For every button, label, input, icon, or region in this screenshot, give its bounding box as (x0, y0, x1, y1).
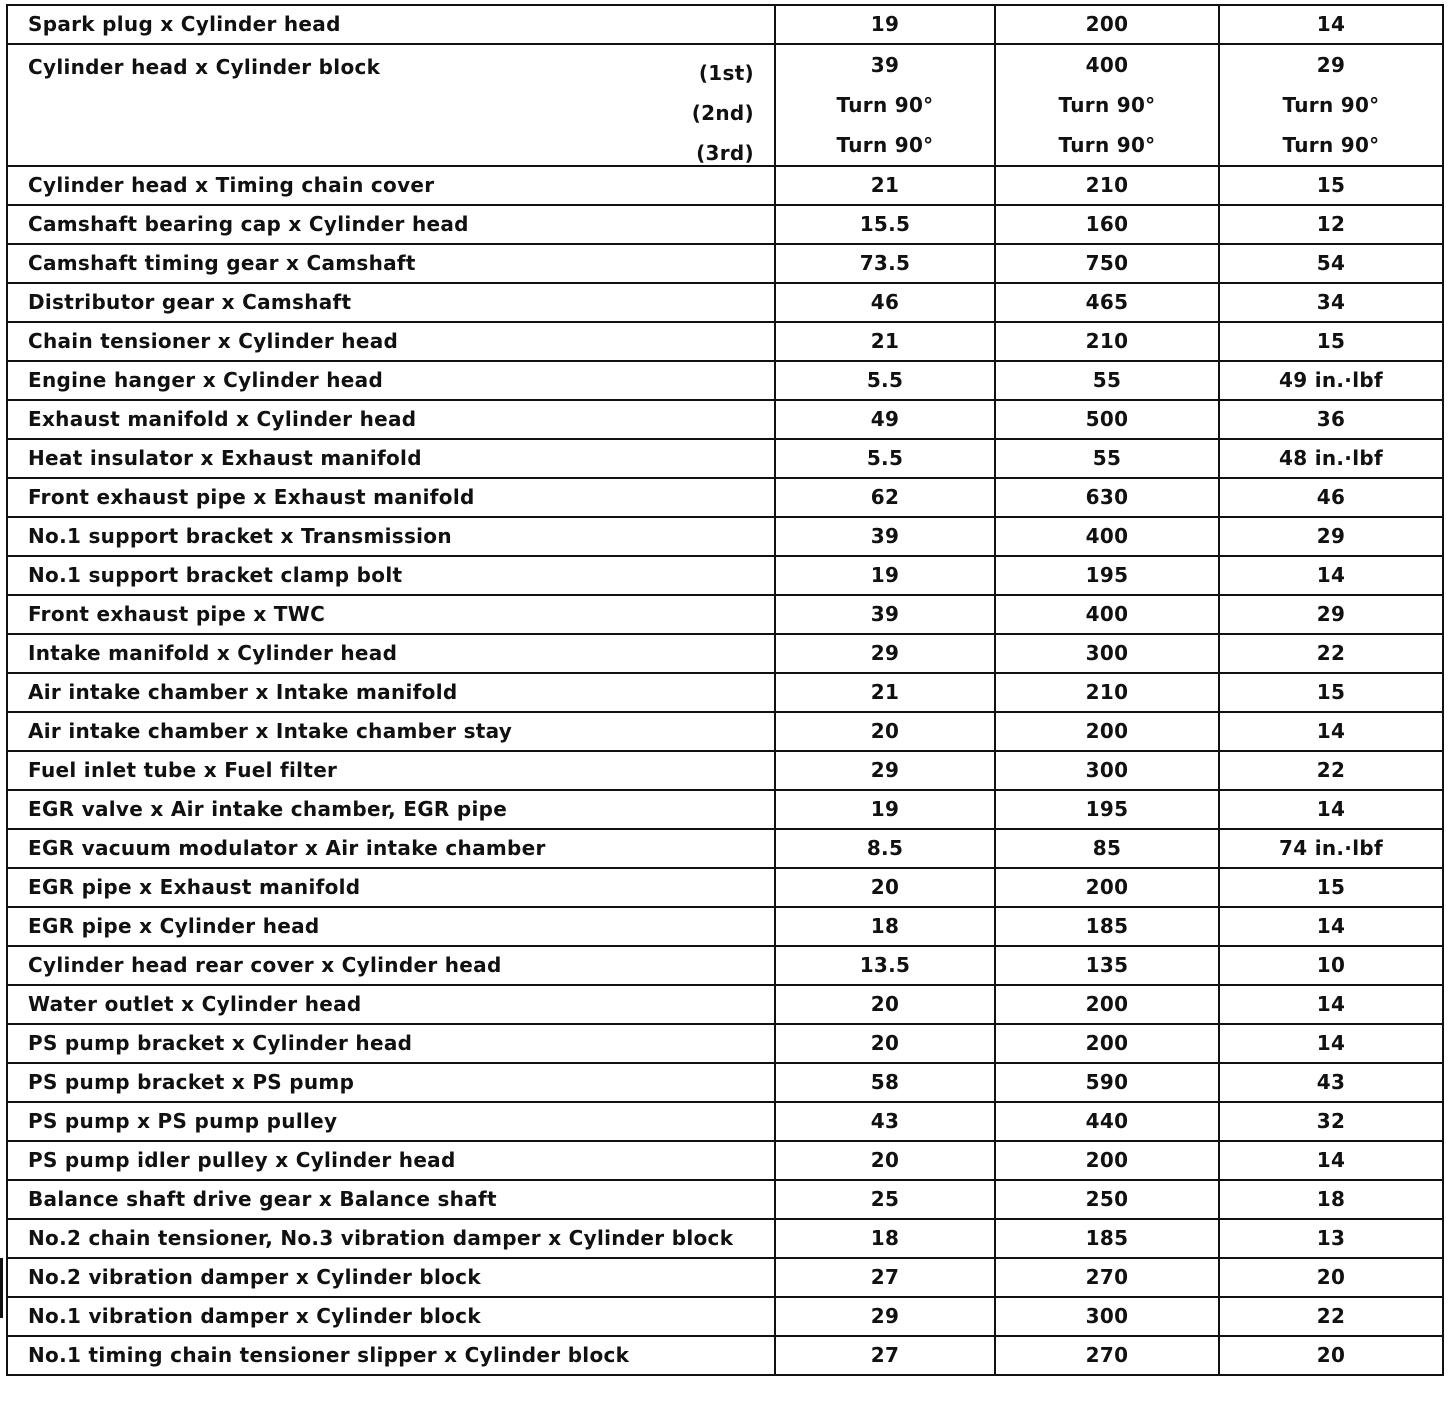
torque-value-cell (1219, 44, 1443, 166)
torque-value: 185 (995, 907, 1219, 946)
torque-value: 200 (995, 712, 1219, 751)
torque-value: 200 (995, 5, 1219, 44)
torque-value: 25 (775, 1180, 995, 1219)
torque-value: 19 (775, 790, 995, 829)
torque-value: 400 (1085, 53, 1129, 77)
torque-value: 5.5 (775, 439, 995, 478)
table-row (7, 205, 1443, 244)
part-name: Intake manifold x Cylinder head (7, 634, 775, 673)
torque-value: Turn 90° (1282, 93, 1380, 117)
torque-value: 43 (775, 1102, 995, 1141)
torque-value: 74 in.·lbf (1219, 829, 1443, 868)
part-name: Fuel inlet tube x Fuel filter (7, 751, 775, 790)
tightening-steps (692, 53, 754, 166)
torque-value: 14 (1219, 556, 1443, 595)
part-name: Engine hanger x Cylinder head (7, 361, 775, 400)
table-row (7, 322, 1443, 361)
torque-value: 200 (995, 985, 1219, 1024)
torque-value: 14 (1219, 907, 1443, 946)
torque-value: 13.5 (775, 946, 995, 985)
torque-value: 22 (1219, 1297, 1443, 1336)
table-row (7, 946, 1443, 985)
torque-value: 18 (1219, 1180, 1443, 1219)
torque-value: 29 (1219, 517, 1443, 556)
torque-value: 300 (995, 751, 1219, 790)
torque-value: 13 (1219, 1219, 1443, 1258)
torque-value: Turn 90° (836, 93, 934, 117)
part-name: Cylinder head rear cover x Cylinder head (7, 946, 775, 985)
torque-value: 14 (1219, 985, 1443, 1024)
torque-value: 55 (995, 439, 1219, 478)
table-row (7, 634, 1443, 673)
table-row (7, 517, 1443, 556)
torque-value: 21 (775, 322, 995, 361)
torque-value: 20 (1219, 1336, 1443, 1375)
table-row (7, 829, 1443, 868)
torque-value: 22 (1219, 751, 1443, 790)
table-row (7, 478, 1443, 517)
tightening-step-label: (2nd) (691, 101, 754, 125)
torque-value: 400 (995, 517, 1219, 556)
tightening-step-label: (1st) (698, 61, 754, 85)
torque-value: 210 (995, 166, 1219, 205)
table-row (7, 1297, 1443, 1336)
table-row (7, 166, 1443, 205)
torque-value: Turn 90° (1282, 133, 1380, 157)
torque-value: Turn 90° (836, 133, 934, 157)
torque-value: 250 (995, 1180, 1219, 1219)
torque-value: 48 in.·lbf (1219, 439, 1443, 478)
torque-value: 29 (775, 1297, 995, 1336)
torque-value: 29 (1219, 595, 1443, 634)
torque-value: 49 (775, 400, 995, 439)
table-row (7, 673, 1443, 712)
part-name: PS pump idler pulley x Cylinder head (7, 1141, 775, 1180)
part-name: Air intake chamber x Intake manifold (7, 673, 775, 712)
part-name: Cylinder head x Cylinder block (28, 55, 381, 79)
table-row (7, 1180, 1443, 1219)
part-name: Cylinder head x Timing chain cover (7, 166, 775, 205)
table-row (7, 790, 1443, 829)
torque-value: 19 (775, 5, 995, 44)
table-row (7, 712, 1443, 751)
torque-value: 200 (995, 868, 1219, 907)
table-row (7, 1063, 1443, 1102)
torque-value: 270 (995, 1258, 1219, 1297)
part-name: EGR pipe x Cylinder head (7, 907, 775, 946)
torque-value: 62 (775, 478, 995, 517)
table-row (7, 868, 1443, 907)
torque-value: 27 (775, 1336, 995, 1375)
part-name: EGR pipe x Exhaust manifold (7, 868, 775, 907)
margin-mark (0, 1258, 3, 1318)
part-name: No.2 chain tensioner, No.3 vibration damper x Cylinder block (7, 1219, 775, 1258)
torque-value: 15 (1219, 673, 1443, 712)
part-name: Water outlet x Cylinder head (7, 985, 775, 1024)
torque-value: 15 (1219, 868, 1443, 907)
torque-value: 85 (995, 829, 1219, 868)
torque-value: 200 (995, 1141, 1219, 1180)
torque-value: 15 (1219, 166, 1443, 205)
torque-value: 20 (775, 868, 995, 907)
torque-value: 270 (995, 1336, 1219, 1375)
torque-value: Turn 90° (1058, 93, 1156, 117)
torque-spec-table (6, 4, 1444, 1376)
table-row (7, 1219, 1443, 1258)
torque-value: 15.5 (775, 205, 995, 244)
torque-value: 29 (775, 751, 995, 790)
torque-value: 46 (775, 283, 995, 322)
part-name: PS pump bracket x Cylinder head (7, 1024, 775, 1063)
table-row (7, 556, 1443, 595)
table-row (7, 439, 1443, 478)
torque-value: 29 (775, 634, 995, 673)
torque-value: 135 (995, 946, 1219, 985)
torque-value: 29 (1316, 53, 1346, 77)
torque-value: 210 (995, 673, 1219, 712)
torque-value: Turn 90° (1058, 133, 1156, 157)
part-name: Camshaft bearing cap x Cylinder head (7, 205, 775, 244)
torque-spec-table-body (7, 5, 1443, 1375)
table-row (7, 595, 1443, 634)
torque-value: 73.5 (775, 244, 995, 283)
torque-value: 58 (775, 1063, 995, 1102)
torque-value: 39 (870, 53, 900, 77)
torque-value: 21 (775, 166, 995, 205)
part-name: Front exhaust pipe x TWC (7, 595, 775, 634)
torque-value: 630 (995, 478, 1219, 517)
torque-value: 300 (995, 1297, 1219, 1336)
torque-value: 49 in.·lbf (1219, 361, 1443, 400)
torque-value: 10 (1219, 946, 1443, 985)
torque-value: 14 (1219, 1024, 1443, 1063)
torque-value: 18 (775, 1219, 995, 1258)
torque-value: 14 (1219, 1141, 1443, 1180)
table-row (7, 1141, 1443, 1180)
torque-value: 27 (775, 1258, 995, 1297)
part-name: PS pump x PS pump pulley (7, 1102, 775, 1141)
table-row (7, 1102, 1443, 1141)
torque-value: 300 (995, 634, 1219, 673)
torque-value: 440 (995, 1102, 1219, 1141)
torque-value: 160 (995, 205, 1219, 244)
torque-value: 43 (1219, 1063, 1443, 1102)
table-row (7, 1024, 1443, 1063)
table-row (7, 361, 1443, 400)
part-name: No.1 timing chain tensioner slipper x Cylinder block (7, 1336, 775, 1375)
table-row (7, 44, 1443, 166)
torque-value: 5.5 (775, 361, 995, 400)
table-row (7, 400, 1443, 439)
torque-value: 8.5 (775, 829, 995, 868)
torque-value: 750 (995, 244, 1219, 283)
torque-value: 19 (775, 556, 995, 595)
torque-value: 39 (775, 517, 995, 556)
table-row (7, 907, 1443, 946)
torque-value: 185 (995, 1219, 1219, 1258)
torque-value: 20 (775, 985, 995, 1024)
torque-value: 54 (1219, 244, 1443, 283)
part-name: EGR valve x Air intake chamber, EGR pipe (7, 790, 775, 829)
torque-value: 195 (995, 790, 1219, 829)
torque-value: 400 (995, 595, 1219, 634)
table-row (7, 985, 1443, 1024)
part-name: Chain tensioner x Cylinder head (7, 322, 775, 361)
part-name: Front exhaust pipe x Exhaust manifold (7, 478, 775, 517)
table-row (7, 5, 1443, 44)
part-name: Balance shaft drive gear x Balance shaft (7, 1180, 775, 1219)
part-name: No.2 vibration damper x Cylinder block (7, 1258, 775, 1297)
torque-value: 46 (1219, 478, 1443, 517)
torque-value: 20 (775, 1141, 995, 1180)
torque-value: 34 (1219, 283, 1443, 322)
part-name: Camshaft timing gear x Camshaft (7, 244, 775, 283)
torque-value: 14 (1219, 5, 1443, 44)
part-name: Distributor gear x Camshaft (7, 283, 775, 322)
part-name: Spark plug x Cylinder head (7, 5, 775, 44)
part-name: EGR vacuum modulator x Air intake chamber (7, 829, 775, 868)
torque-value: 590 (995, 1063, 1219, 1102)
part-name: Air intake chamber x Intake chamber stay (7, 712, 775, 751)
table-row (7, 283, 1443, 322)
torque-value-cell (995, 44, 1219, 166)
torque-spec-sheet (6, 4, 1442, 1414)
torque-value: 195 (995, 556, 1219, 595)
table-row (7, 751, 1443, 790)
part-name: No.1 vibration damper x Cylinder block (7, 1297, 775, 1336)
torque-value: 39 (775, 595, 995, 634)
torque-value: 20 (1219, 1258, 1443, 1297)
torque-value: 18 (775, 907, 995, 946)
part-name: PS pump bracket x PS pump (7, 1063, 775, 1102)
torque-value: 22 (1219, 634, 1443, 673)
part-name: Heat insulator x Exhaust manifold (7, 439, 775, 478)
torque-value: 21 (775, 673, 995, 712)
torque-value: 15 (1219, 322, 1443, 361)
torque-value: 14 (1219, 712, 1443, 751)
torque-value: 12 (1219, 205, 1443, 244)
torque-value: 14 (1219, 790, 1443, 829)
torque-value: 20 (775, 1024, 995, 1063)
part-name: Exhaust manifold x Cylinder head (7, 400, 775, 439)
part-cell (7, 44, 775, 166)
part-name: No.1 support bracket x Transmission (7, 517, 775, 556)
table-row (7, 244, 1443, 283)
torque-value: 210 (995, 322, 1219, 361)
torque-value: 32 (1219, 1102, 1443, 1141)
table-row (7, 1258, 1443, 1297)
torque-value: 200 (995, 1024, 1219, 1063)
torque-value: 500 (995, 400, 1219, 439)
torque-value: 55 (995, 361, 1219, 400)
part-name: No.1 support bracket clamp bolt (7, 556, 775, 595)
torque-value-cell (775, 44, 995, 166)
torque-value: 20 (775, 712, 995, 751)
table-row (7, 1336, 1443, 1375)
torque-value: 36 (1219, 400, 1443, 439)
torque-value: 465 (995, 283, 1219, 322)
tightening-step-label: (3rd) (696, 141, 754, 165)
